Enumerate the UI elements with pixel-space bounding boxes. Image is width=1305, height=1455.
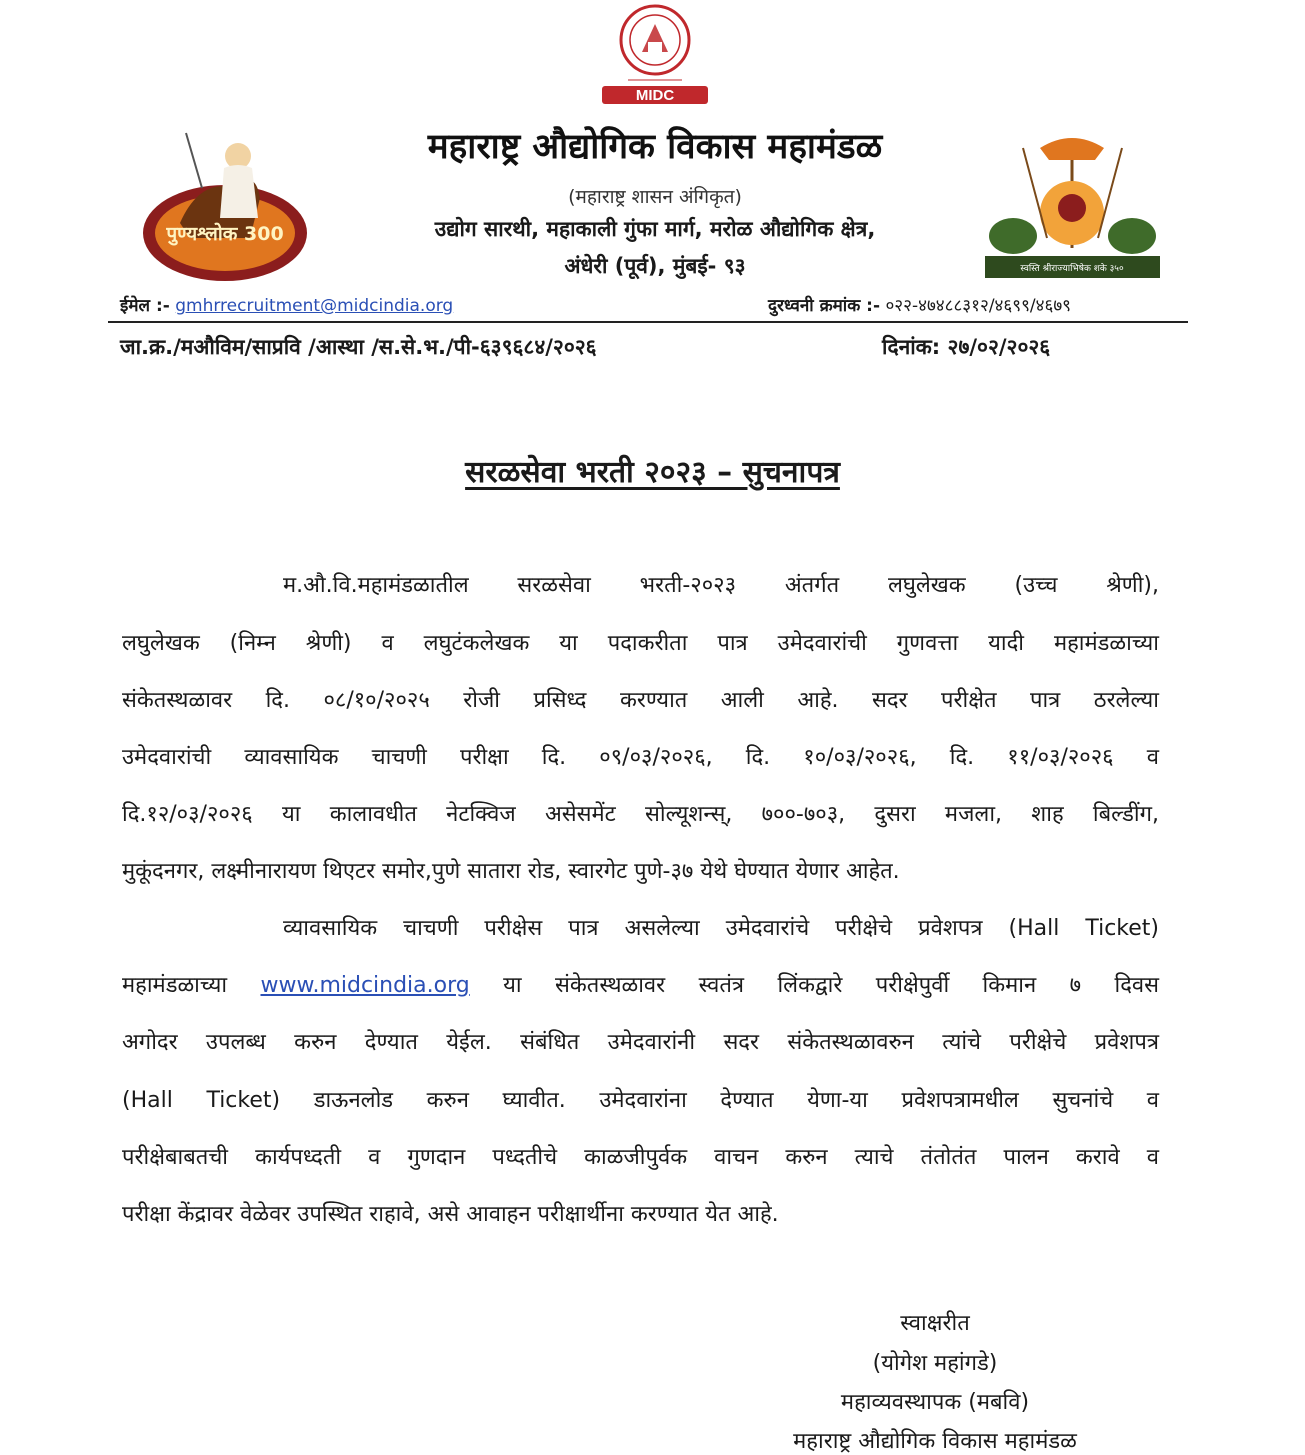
document-title-text: सरळसेवा भरती २०२३ – सुचनापत्र xyxy=(465,455,840,490)
website-link[interactable]: www.midcindia.org xyxy=(260,973,470,998)
paragraph-1-line: उमेदवारांची व्यावसायिक चाचणी परीक्षा दि. ०९/०३/२०२६, दि. १०/०३/२०२६, दि. ११/०३/२०२६ व xyxy=(122,745,1159,770)
email-label: ईमेल :- xyxy=(120,296,170,316)
signatory-organization: महाराष्ट्र औद्योगिक विकास महामंडळ xyxy=(793,1429,1077,1454)
paragraph-1-line: मुकूंदनगर, लक्ष्मीनारायण थिएटर समोर,पुणे सातारा रोड, स्वारगेट पुणे-३७ येथे घेण्यात येणार आहेत. xyxy=(122,859,900,884)
letter-date: दिनांक: २७/०२/२०२६ xyxy=(882,335,1051,359)
phone-row xyxy=(768,293,1071,316)
midc-logo xyxy=(598,2,712,106)
right-emblem-text: स्वस्ति श्रीराज्याभिषेक शके ३५० xyxy=(1020,264,1124,274)
royal-emblem xyxy=(985,128,1160,283)
paragraph-1-line: म.औ.वि.महामंडळातील सरळसेवा भरती-२०२३ अंतर्गत लघुलेखक (उच्च श्रेणी), xyxy=(283,573,1159,598)
phone-number: ०२२-४७४८८३१२/४६९९/४६७९ xyxy=(885,296,1072,316)
left-emblem-text: पुण्यश्लोक 300 xyxy=(166,223,284,245)
signatory-name: (योगेश महांगडे) xyxy=(872,1351,998,1376)
address-line-1: उद्योग सारथी, महाकाली गुंफा मार्ग, मरोळ औद्योगिक क्षेत्र, xyxy=(434,217,876,241)
paragraph-2-line-with-link xyxy=(122,971,1159,1001)
paragraph-2-line: अगोदर उपलब्ध करुन देण्यात येईल. संबंधित उमेदवारांनी सदर संकेतस्थळावरुन त्यांचे परीक्षेचे प्रवेशपत्र xyxy=(122,1030,1159,1055)
organization-title: महाराष्ट्र औद्योगिक विकास महामंडळ xyxy=(427,127,883,167)
signatory-designation: महाव्यवस्थापक (मबवि) xyxy=(840,1390,1030,1415)
header-divider xyxy=(108,321,1188,323)
organization-subtitle: (महाराष्ट्र शासन अंगिकृत) xyxy=(568,186,742,208)
paragraph-2-line: परीक्षा केंद्रावर वेळेवर उपस्थित राहावे, असे आवाहन परीक्षार्थीना करण्यात येत आहे. xyxy=(122,1202,779,1227)
email-row xyxy=(120,293,453,316)
signature-signed: स्वाक्षरीत xyxy=(900,1311,970,1336)
document-title xyxy=(0,450,1305,491)
paragraph-2-text: महामंडळाच्या xyxy=(122,973,228,998)
paragraph-1-line: संकेतस्थळावर दि. ०८/१०/२०२५ रोजी प्रसिध्द करण्यात आली आहे. सदर परीक्षेत पात्र ठरलेल्या xyxy=(122,688,1159,713)
paragraph-2-line: (Hall Ticket) डाऊनलोड करुन घ्यावीत. उमेदवारांना देण्यात येणा-या प्रवेशपत्रामधील सुचनांचे व xyxy=(122,1088,1159,1113)
paragraph-2-line: व्यावसायिक चाचणी परीक्षेस पात्र असलेल्या उमेदवारांचे परीक्षेचे प्रवेशपत्र (Hall Ticket) xyxy=(283,916,1159,941)
paragraph-2-line: परीक्षेबाबतची कार्यपध्दती व गुणदान पध्दतीचे काळजीपुर्वक वाचन करुन त्याचे तंतोतंत पालन करावे व xyxy=(122,1145,1159,1170)
email-link[interactable]: gmhrrecruitment@midcindia.org xyxy=(175,296,454,316)
midc-logo-text: MIDC xyxy=(635,87,675,104)
paragraph-1-line: दि.१२/०३/२०२६ या कालावधीत नेटक्विज असेसमेंट सोल्यूशन्स्, ७००-७०३, दुसरा मजला, शाह बिल्डींग, xyxy=(122,802,1159,827)
address-line-2: अंधेरी (पूर्व), मुंबई- ९३ xyxy=(564,254,746,278)
paragraph-2-text: या संकेतस्थळावर स्वतंत्र लिंकद्वारे परीक्षेपुर्वी किमान ७ दिवस xyxy=(503,973,1159,998)
paragraph-1-line: लघुलेखक (निम्न श्रेणी) व लघुटंकलेखक या पदाकरीता पात्र उमेदवारांची गुणवत्ता यादी महामंडळाच्या xyxy=(122,631,1159,656)
phone-label: दुरध्वनी क्रमांक :- xyxy=(768,296,881,316)
punyashlok-emblem xyxy=(140,128,310,286)
reference-number: जा.क्र./मऔविम/साप्रवि /आस्था /स.से.भ./पी-६३९६८४/२०२६ xyxy=(120,335,597,359)
